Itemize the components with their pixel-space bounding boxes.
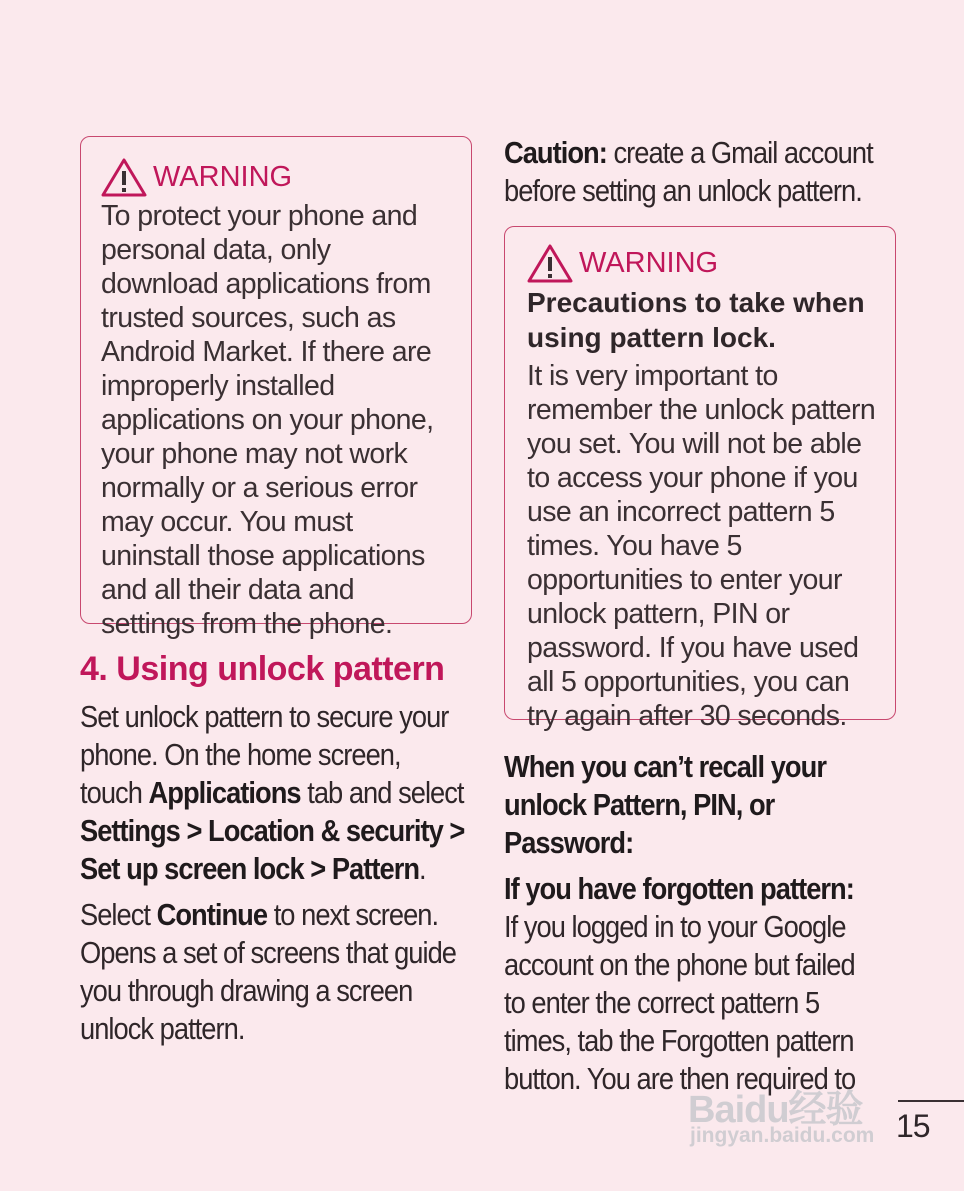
para1-text1: Set unlock pattern to secure your phone. On the home screen, touch	[80, 699, 449, 810]
warning-header-right	[527, 243, 881, 283]
para2-text2: to next screen. Opens a set of screens that guide you through drawing a screen unlock pattern.	[80, 897, 456, 1046]
para1-applications: Applications	[148, 775, 301, 810]
caution-text: create a Gmail account before setting an unlock pattern.	[504, 135, 873, 208]
paragraph-continue	[80, 896, 467, 1048]
warning-box-right	[504, 226, 896, 732]
watermark: Baidu经验	[688, 1089, 863, 1131]
warning-subtitle: Precautions to take when using pattern lock.	[527, 287, 865, 353]
recall-heading: When you can’t recall your unlock Pattern, PIN, or Password:	[504, 749, 826, 860]
warning-triangle-icon	[527, 243, 573, 283]
para1-text2: tab and select	[300, 775, 464, 810]
caution-paragraph	[504, 134, 891, 210]
page-number-rule	[898, 1100, 964, 1102]
section-title: 4. Using unlock pattern	[80, 650, 445, 688]
warning-label-right: WARNING	[579, 247, 719, 279]
warning-text: To protect your phone and personal data, only download applications from trusted sources, such as Android Market. If there are improperly installed applications on your phone, your phone may not work normally or a serious error may occur. You must uninstall those applications and all their data and settings from the phone.	[101, 200, 434, 640]
forgot-heading: If you have forgotten pattern:	[504, 871, 854, 906]
watermark-url: jingyan.baidu.com	[690, 1124, 875, 1147]
warning-box-left	[80, 136, 472, 640]
warning-header	[101, 157, 453, 197]
caution-label: Caution:	[504, 135, 607, 170]
warning-label: WARNING	[153, 161, 293, 193]
page-number: 15	[896, 1108, 930, 1144]
forgot-text: If you logged in to your Google account on the phone but failed to enter the correct pattern 5 times, tab the Forgotten pattern button. You are then required to	[504, 909, 856, 1096]
para2-text1: Select	[80, 897, 157, 932]
para1-settings-path: Settings > Location & security > Set up screen lock > Pattern	[80, 813, 465, 886]
warning-triangle-icon	[101, 157, 147, 197]
para2-continue: Continue	[156, 897, 268, 932]
warning-text-right: It is very important to remember the unlock pattern you set. You will not be able to access your phone if you use an incorrect pattern 5 times. You have 5 opportunities to enter your unlock pattern, PIN or password. If you have used all 5 opportunities, you can try again after 30 seconds.	[527, 360, 876, 732]
para1-text3: .	[419, 851, 426, 886]
paragraph-setup	[80, 698, 467, 888]
